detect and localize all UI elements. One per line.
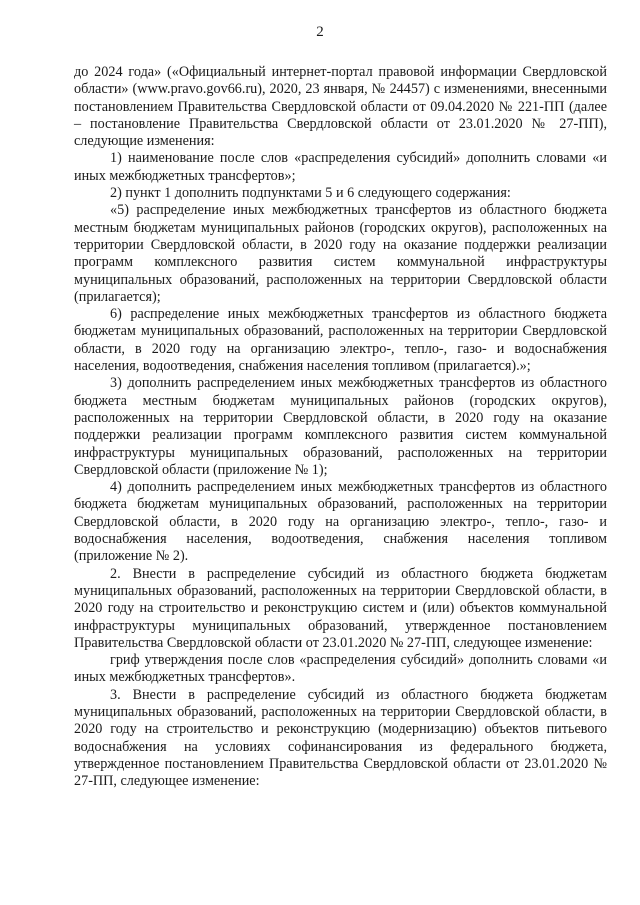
paragraph-intro: до 2024 года» («Официальный интернет-портал правовой информации Свердловской области» (www.pravo.gov66.ru), 2020, 23 января, № 24457) с изменениями, внесенными постановлением Правительства Свердловской области от 09.04.2020 № 221-ПП (далее – постановление Правительства Свердловской области от 23.01.2020 № 27-ПП), следующие изменения: [74,64,607,150]
document-body [74,64,607,790]
paragraph-subitem-6: 6) распределение иных межбюджетных трансфертов из областного бюджета бюджетам муниципальных образований, расположенных на территории Свердловской области, в 2020 году на организацию электро-, тепло-, газо- и водоснабжения населения, водоотведения, снабжения населения топливом (прилагается).»; [74,306,607,375]
page-number: 2 [316,24,324,40]
paragraph-item-4: 4) дополнить распределением иных межбюджетных трансфертов из областного бюджета бюджетам муниципальных образований, расположенных на территории Свердловской области, в 2020 году на организацию электро-, тепло-, газо- и водоснабжения населения, водоотведения, снабжения населения топливом (приложение № 2). [74,479,607,565]
paragraph-section-2: 2. Внести в распределение субсидий из областного бюджета бюджетам муниципальных образований, расположенных на территории Свердловской области, в 2020 году на строительство и реконструкцию систем и (или) объектов коммунальной инфраструктуры муниципальных образований, утвержденное постановлением Правительства Свердловской области от 23.01.2020 № 27-ПП, следующее изменение: [74,565,607,651]
paragraph-subitem-5: «5) распределение иных межбюджетных трансфертов из областного бюджета местным бюджетам муниципальных районов (городских округов), расположенных на территории Свердловской области, в 2020 году на оказание поддержки реализации программ комплексного развития систем коммунальной инфраструктуры муниципальных образований, расположенных на территории Свердловской области (прилагается); [74,202,607,305]
paragraph-section-2-change: гриф утверждения после слов «распределения субсидий» дополнить словами «и иных межбюджетных трансфертов». [74,652,607,686]
paragraph-item-1: 1) наименование после слов «распределения субсидий» дополнить словами «и иных межбюджетных трансфертов»; [74,150,607,184]
paragraph-item-2: 2) пункт 1 дополнить подпунктами 5 и 6 следующего содержания: [110,185,511,202]
paragraph-section-3: 3. Внести в распределение субсидий из областного бюджета бюджетам муниципальных образований, расположенных на территории Свердловской области, в 2020 году на строительство и реконструкцию (модернизацию) объектов питьевого водоснабжения на условиях софинансирования из федерального бюджета, утвержденное постановлением Правительства Свердловской области от 23.01.2020 № 27-ПП, следующее изменение: [74,686,607,790]
paragraph-item-3: 3) дополнить распределением иных межбюджетных трансфертов из областного бюджета местным бюджетам муниципальных районов (городских округов), расположенных на территории Свердловской области, в 2020 году на оказание поддержки реализации программ комплексного развития систем коммунальной инфраструктуры муниципальных образований, расположенных на территории Свердловской области (приложение № 1); [74,375,607,478]
